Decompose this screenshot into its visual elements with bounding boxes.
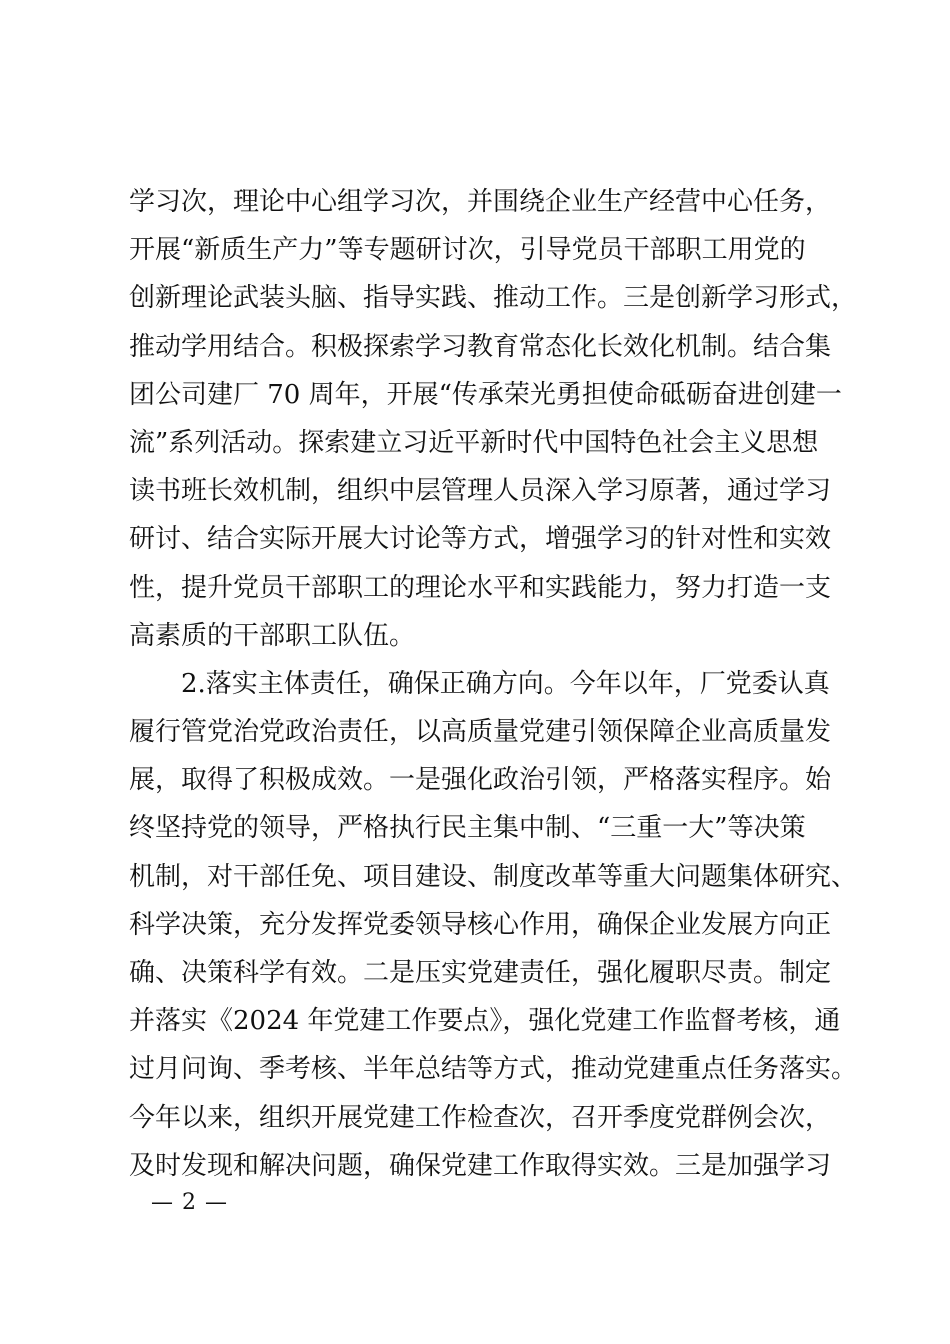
text-line: 读书班长效机制，组织中层管理人员深入学习原著，通过学习 bbox=[129, 476, 832, 507]
text-line: 研讨、结合实际开展大讨论等方式，增强学习的针对性和实效 bbox=[129, 524, 832, 555]
text-line: 今年以来，组织开展党建工作检查次，召开季度党群例会次， bbox=[129, 1102, 832, 1133]
text-line: 团公司建厂 70 周年，开展“传承荣光勇担使命砥砺奋进创建一 bbox=[129, 379, 842, 410]
page-number: — 2 — bbox=[151, 1190, 228, 1215]
text-line: 流”系列活动。探索建立习近平新时代中国特色社会主义思想 bbox=[129, 427, 819, 458]
text-line: 确、决策科学有效。二是压实党建责任，强化履职尽责。制定 bbox=[129, 958, 832, 988]
text-line: 开展“新质生产力”等专题研讨次，引导党员干部职工用党的 bbox=[129, 235, 806, 266]
text-line: 展，取得了积极成效。一是强化政治引领，严格落实程序。始 bbox=[129, 765, 832, 796]
paragraph-heading-line: 2.落实主体责任，确保正确方向。今年以年，厂党委认真 bbox=[181, 668, 830, 699]
text-line: 性，提升党员干部职工的理论水平和实践能力，努力打造一支 bbox=[129, 572, 832, 603]
text-line: 科学决策，充分发挥党委领导核心作用，确保企业发展方向正 bbox=[129, 909, 832, 940]
text-line: 高素质的干部职工队伍。 bbox=[129, 620, 416, 651]
text-line: 过月问询、季考核、半年总结等方式，推动党建重点任务落实。 bbox=[129, 1054, 858, 1085]
text-line: 学习次，理论中心组学习次，并围绕企业生产经营中心任务， bbox=[129, 187, 832, 217]
text-line: 机制，对干部任免、项目建设、制度改革等重大问题集体研究、 bbox=[129, 861, 858, 892]
text-line: 创新理论武装头脑、指导实践、推动工作。三是创新学习形式， bbox=[129, 283, 858, 314]
text-line: 推动学用结合。积极探索学习教育常态化长效化机制。结合集 bbox=[129, 331, 832, 362]
text-line: 终坚持党的领导，严格执行民主集中制、“三重一大”等决策 bbox=[129, 813, 806, 844]
text-line: 及时发现和解决问题，确保党建工作取得实效。三是加强学习 bbox=[129, 1150, 832, 1181]
body-text bbox=[129, 178, 858, 1190]
text-line: 履行管党治党政治责任，以高质量党建引领保障企业高质量发 bbox=[129, 717, 832, 748]
text-line: 并落实《2024 年党建工作要点》，强化党建工作监督考核，通 bbox=[129, 1006, 841, 1037]
